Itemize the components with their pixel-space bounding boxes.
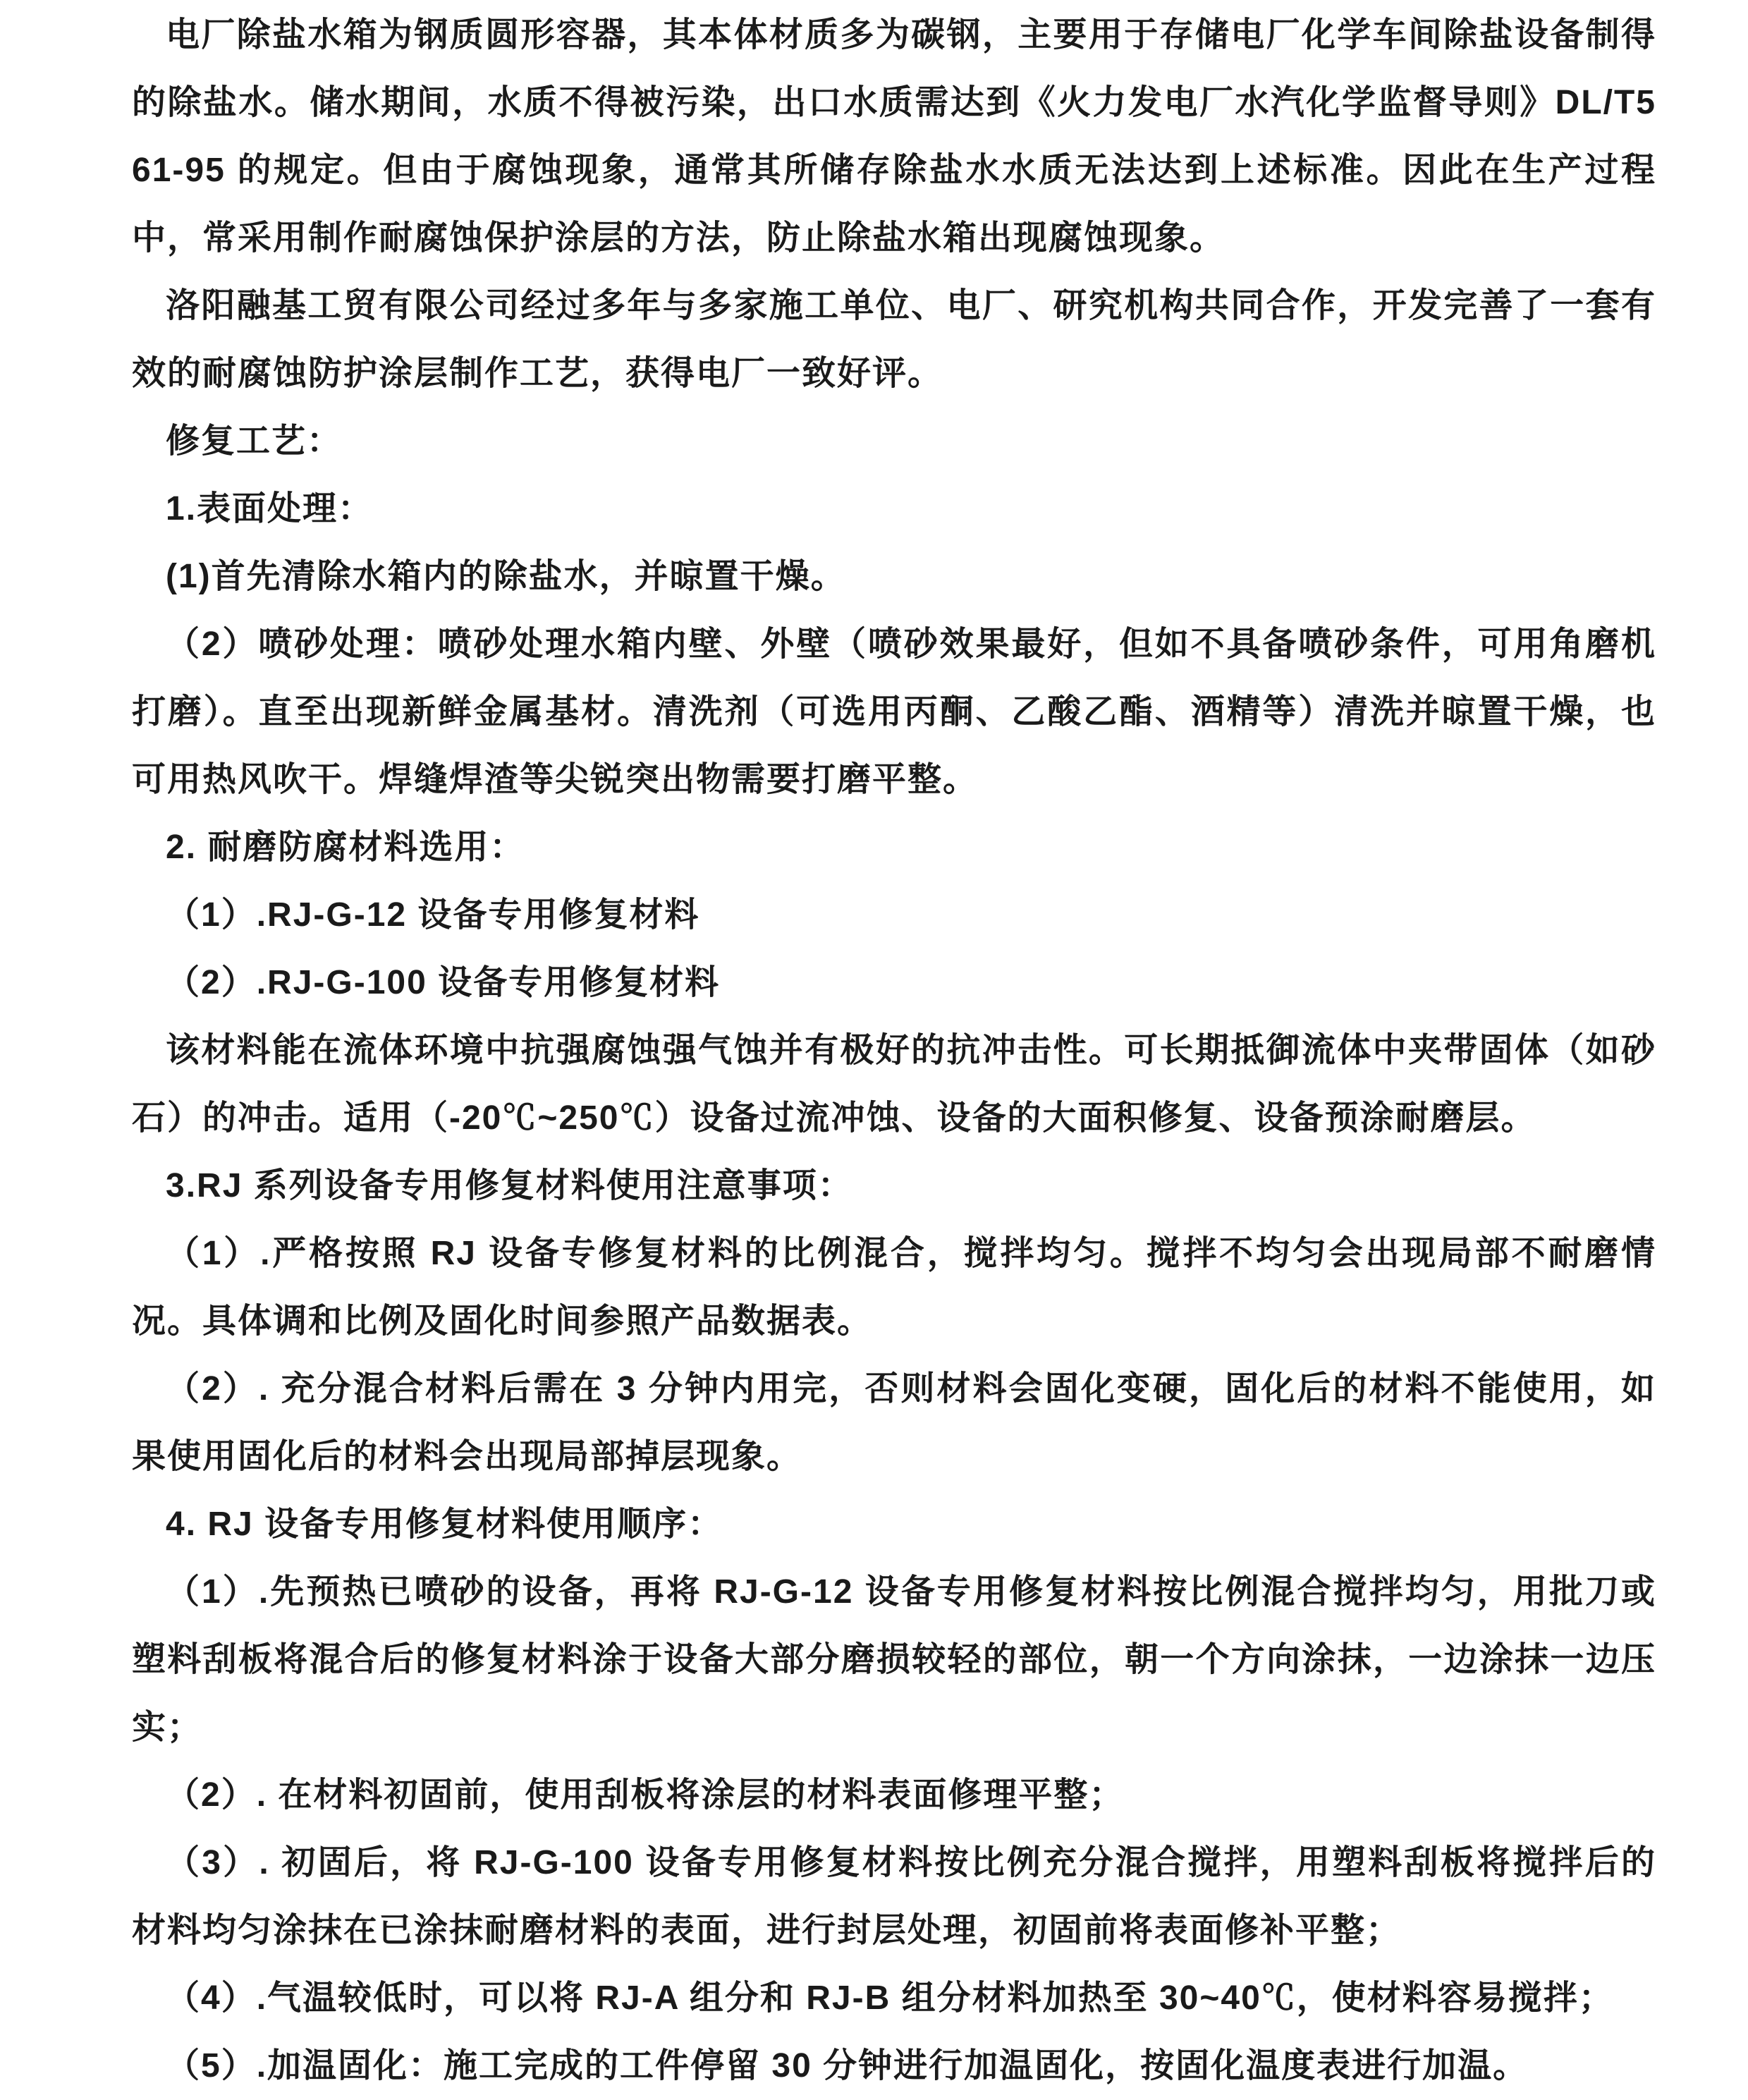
- paragraph: 洛阳融基工贸有限公司经过多年与多家施工单位、电厂、研究机构共同合作，开发完善了一套有效的耐腐蚀防护涂层制作工艺，获得电厂一致好评。: [132, 287, 1656, 392]
- paragraph: （1）.RJ-G-12 设备专用修复材料: [166, 896, 700, 934]
- paragraph: 2. 耐磨防腐材料选用：: [166, 829, 525, 866]
- paragraph: （4）.气温较低时，可以将 RJ-A 组分和 RJ-B 组分材料加热至 30~40℃，使材料容易搅拌；: [166, 1979, 1614, 2017]
- paragraph: 4. RJ 设备专用修复材料使用顺序：: [166, 1506, 723, 1543]
- paragraph: （1）.严格按照 RJ 设备专修复材料的比例混合，搅拌均匀。搅拌不均匀会出现局部不耐磨情况。具体调和比例及固化时间参照产品数据表。: [132, 1235, 1656, 1340]
- paragraph: （2）喷砂处理：喷砂处理水箱内壁、外壁（喷砂效果最好，但如不具备喷砂条件，可用角磨机打磨）。直至出现新鲜金属基材。清洗剂（可选用丙酮、乙酸乙酯、酒精等）清洗并晾置干燥，也可用热风吹干。焊缝焊渣等尖锐突出物需要打磨平整。: [132, 625, 1656, 798]
- paragraph: （2）.RJ-G-100 设备专用修复材料: [166, 964, 721, 1001]
- paragraph: 该材料能在流体环境中抗强腐蚀强气蚀并有极好的抗冲击性。可长期抵御流体中夹带固体（如砂石）的冲击。适用（-20℃~250℃）设备过流冲蚀、设备的大面积修复、设备预涂耐磨层。: [132, 1032, 1656, 1137]
- paragraph: 电厂除盐水箱为钢质圆形容器，其本体材质多为碳钢，主要用于存储电厂化学车间除盐设备制得的除盐水。储水期间，水质不得被污染，出口水质需达到《火力发电厂水汽化学监督导则》DL/T561-95 的规定。但由于腐蚀现象，通常其所储存除盐水水质无法达到上述标准。因此在生产过程中，常采用制作耐腐蚀保护涂层的方法，防止除盐水箱出现腐蚀现象。: [132, 16, 1656, 257]
- paragraph: (1)首先清除水箱内的除盐水，并晾置干燥。: [166, 558, 846, 595]
- paragraph: （3）. 初固后，将 RJ-G-100 设备专用修复材料按比例充分混合搅拌，用塑料刮板将搅拌后的材料均匀涂抹在已涂抹耐磨材料的表面，进行封层处理，初固前将表面修补平整；: [132, 1844, 1656, 1949]
- paragraph: （5）.加温固化：施工完成的工件停留 30 分钟进行加温固化，按固化温度表进行加温。: [166, 2047, 1529, 2084]
- paragraph: 3.RJ 系列设备专用修复材料使用注意事项：: [166, 1167, 853, 1204]
- paragraph: 修复工艺：: [166, 422, 343, 460]
- paragraph: 1.表面处理：: [166, 490, 374, 527]
- paragraph: （2）. 在材料初固前，使用刮板将涂层的材料表面修理平整；: [166, 1776, 1125, 1814]
- document-body: [132, 1, 1656, 2100]
- paragraph: （2）. 充分混合材料后需在 3 分钟内用完，否则材料会固化变硬，固化后的材料不能使用，如果使用固化后的材料会出现局部掉层现象。: [132, 1370, 1656, 1475]
- paragraph: （1）.先预热已喷砂的设备，再将 RJ-G-12 设备专用修复材料按比例混合搅拌均匀，用批刀或塑料刮板将混合后的修复材料涂于设备大部分磨损较轻的部位，朝一个方向涂抹，一边涂抹一边压实；: [132, 1573, 1656, 1746]
